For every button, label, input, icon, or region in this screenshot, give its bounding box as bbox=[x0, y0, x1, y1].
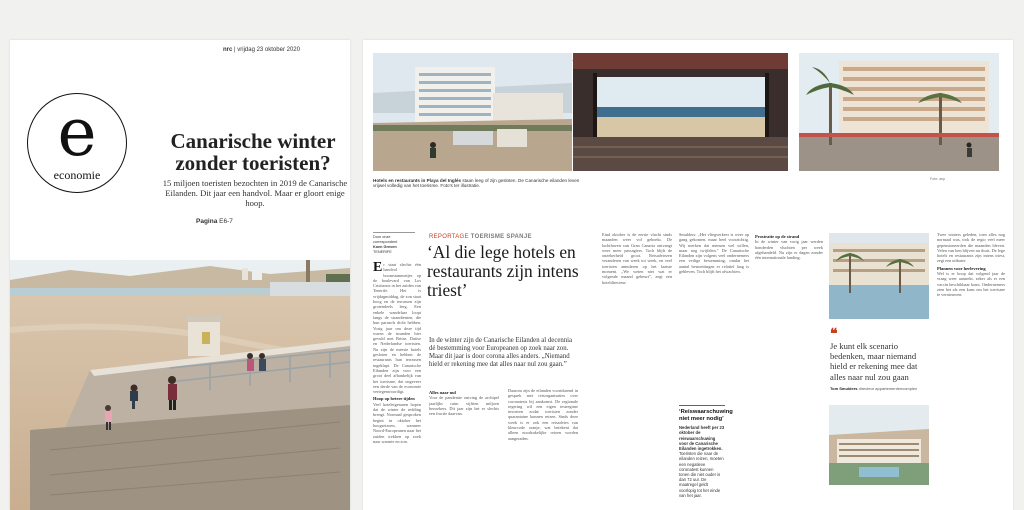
page-number: E6-7 bbox=[219, 218, 233, 225]
section-word: economie bbox=[53, 168, 101, 182]
text-column-1 bbox=[373, 262, 421, 502]
seaview-photo bbox=[573, 53, 788, 171]
cover-page bbox=[10, 40, 350, 510]
text-column-3 bbox=[508, 388, 578, 504]
col5-text: Twee winters geleden, toen alles nog normaal was, trok de regio veel meer gepensioneerden die maanden bleven. Velen van hen blijven nu thuis. De lege hotels en restaurants zijn intens triest, zegt een uitbater. bbox=[937, 232, 1005, 264]
sidebar-title: ‘Reiswaarschuwing niet meer nodig’ bbox=[679, 405, 725, 422]
col2-text: Eind oktober is de eerste vlucht sinds maanden weer vol geboekt. De luchthaven van Gran Canaria ontvangt weer meer passagiers. Toch blijft de onzekerheid groot. Reisadviezen veranderen van week tot week, en veel toeristen annuleren op het laatste moment. „We weten niet wat er volgende maand gebeurt”, zegt een hoteldirecteur. bbox=[602, 232, 672, 285]
palm-hotel-photo bbox=[799, 53, 999, 171]
text-column-2b bbox=[429, 388, 499, 504]
inside-spread bbox=[363, 40, 1013, 510]
photo-credit: Foto: anp bbox=[930, 177, 946, 181]
resort-photo bbox=[829, 405, 929, 485]
pull-quote-text: Je kunt elk scenario bedenken, maar niemand hield er rekening mee dat alles naar nul zou gaan bbox=[830, 341, 918, 382]
seaview-illustration bbox=[573, 53, 788, 171]
col1-text2: Veel hoteleigenaren hopen dat de winter de redding brengt. Normaal gesproken begint in oktober het hoogseizoen, wanneer Noord-Europeanen naar het zuiden trekken op zoek naar warmte en zon. bbox=[373, 401, 421, 444]
col2-text2: Voor de pandemie ontving de archipel jaarlijks ruim vijftien miljoen bezoekers. Dit jaar zijn het er slechts een fractie daarvan. bbox=[429, 395, 499, 417]
masthead: nrc | vrijdag 23 oktober 2020 bbox=[223, 47, 300, 53]
byline-name: Koen Greven bbox=[373, 245, 397, 249]
byline-place: TENERIFE bbox=[373, 250, 392, 254]
text-column-4 bbox=[679, 232, 749, 400]
col1-subhead: Hoop op betere tijden bbox=[373, 396, 415, 402]
masthead-brand: nrc bbox=[223, 47, 233, 53]
col2-subhead: Alles naar nul bbox=[429, 390, 456, 395]
masthead-date: vrijdag 23 oktober 2020 bbox=[237, 47, 300, 53]
col1-text: r staat slechts één handvol boomstammetjes op de boulevard van Los Cristianos in het zuiden van Tenerife. Het is vrijdagmiddag, de zon staat hoog en de terrassen zijn grotendeels leeg. Een enkele wandelaar loopt langs de strandtenten, die hun parasols dicht hebben. Vorig jaar om deze tijd waren de stranden hier gevuld met Britse, Duitse en Nederlandse toeristen. Nu zijn de meeste hotels gesloten en hebben de restaurants hun terrassen ingeklapt. De Canarische Eilanden zijn voor een groot deel afhankelijk van het toerisme, dat ongeveer een derde van de economie vertegenwoordigt. bbox=[373, 262, 421, 395]
kicker-label: REPORTAGE bbox=[429, 234, 469, 240]
dropcap: E bbox=[373, 262, 383, 275]
cover-page-ref bbox=[196, 218, 233, 225]
sidebar-text: Toeristen die naar de eilanden reizen, moeten een negatieve coronatest kunnen tonen die niet ouder is dan 72 uur. De maatregel geldt voorlopig tot het einde van het jaar. bbox=[679, 451, 724, 498]
col4-text: Smulders: „Het vliegverkeer is weer op gang gekomen, maar heel voorzichtig. Wij merken dat mensen wel willen, maar nog twijfelen.” De Canarische Eilanden zijn volgens veel ondernemers een veilige bestemming, omdat het aantal besmettingen er relatief laag is gebleven. Toch blijft het afwachten. bbox=[679, 232, 749, 275]
text-column-5 bbox=[937, 232, 1005, 504]
col3-text: Daarom zijn de eilanden voortdurend in gesprek met reisorganisaties over coronatests bij aankomst. De regionale regering wil een eigen testregime invoeren zodat toeristen zonder quarantaine kunnen reizen. Sinds deze week is er ook een reisadvies van kleurcode oranje, wat betekent dat alleen noodzakelijke reizen worden aangeraden. bbox=[508, 388, 578, 441]
hotel-photo bbox=[373, 53, 572, 171]
cover-headline: Canarische winter zonder toeristen? bbox=[170, 129, 336, 175]
pull-quote-attribution bbox=[830, 386, 932, 391]
pool-illustration bbox=[829, 233, 929, 319]
pq-role: directeur appartementencomplex bbox=[857, 385, 918, 391]
resort-illustration bbox=[829, 405, 929, 485]
cover-intro: 15 miljoen toeristen bezochten in 2019 de Canarische Eilanden. Dit jaar een handvol. Maar er gloort enige hoop. bbox=[162, 178, 348, 208]
sidebar-lead: Nederland heeft per 23 oktober de reiswaarschuwing voor de Canarische Eilanden ingetrokken. bbox=[679, 425, 725, 451]
article-standfirst: In de winter zijn de Canarische Eilanden al decennia dé bestemming voor Europeanen op zoek naar zon. Maar dit jaar is door corona alles anders. „Niemand hield er rekening mee dat alles naar nul zou gaan.” bbox=[429, 337, 573, 368]
caption-text: staan leeg of zijn gesloten. De Canarische eilanden leven vrijwel volledig van het toerisme. Foto's ter illustratie. bbox=[373, 178, 580, 189]
page-label: Pagina bbox=[196, 218, 218, 225]
palm-hotel-illustration bbox=[799, 53, 999, 171]
text-column-4b bbox=[755, 232, 823, 504]
article-headline: ‘Al die lege hotels en restaurants zijn intens triest’ bbox=[427, 242, 579, 300]
kicker bbox=[429, 234, 532, 240]
section-letter: e bbox=[57, 94, 97, 171]
photo-caption bbox=[373, 178, 583, 189]
col5-subhead: Plannen voor herlevering bbox=[937, 265, 986, 271]
quote-mark-icon: ❝ bbox=[830, 325, 838, 341]
byline-label: Door onze correspondent bbox=[373, 232, 415, 245]
sidebar-body bbox=[679, 425, 725, 498]
hotel-illustration bbox=[373, 53, 572, 171]
col5-text2: Wel is er hoop dat volgend jaar de vraag weer aantrekt, zeker als er een vaccin beschikbaar komt. Ondernemers zien het als een kans om het toerisme te vernieuwen. bbox=[937, 271, 1005, 298]
col4-subhead: Prostratie op de strand bbox=[755, 234, 800, 239]
sidebar-box bbox=[679, 405, 733, 498]
pq-name: Tom Smulders bbox=[830, 385, 858, 391]
caption-lead: Hotels en restaurants in Playa del Inglés bbox=[373, 178, 462, 183]
section-badge bbox=[27, 93, 127, 193]
byline bbox=[373, 232, 415, 255]
pull-quote bbox=[830, 325, 932, 391]
col4-text2: In de winter van vorig jaar werden honderden vluchten per week afgehandeld. Nu zijn er dagen zonder één internationale landing. bbox=[755, 239, 823, 261]
text-column-2 bbox=[602, 232, 672, 402]
kicker-topic: TOERISME SPANJE bbox=[470, 234, 532, 240]
pool-photo bbox=[829, 233, 929, 319]
